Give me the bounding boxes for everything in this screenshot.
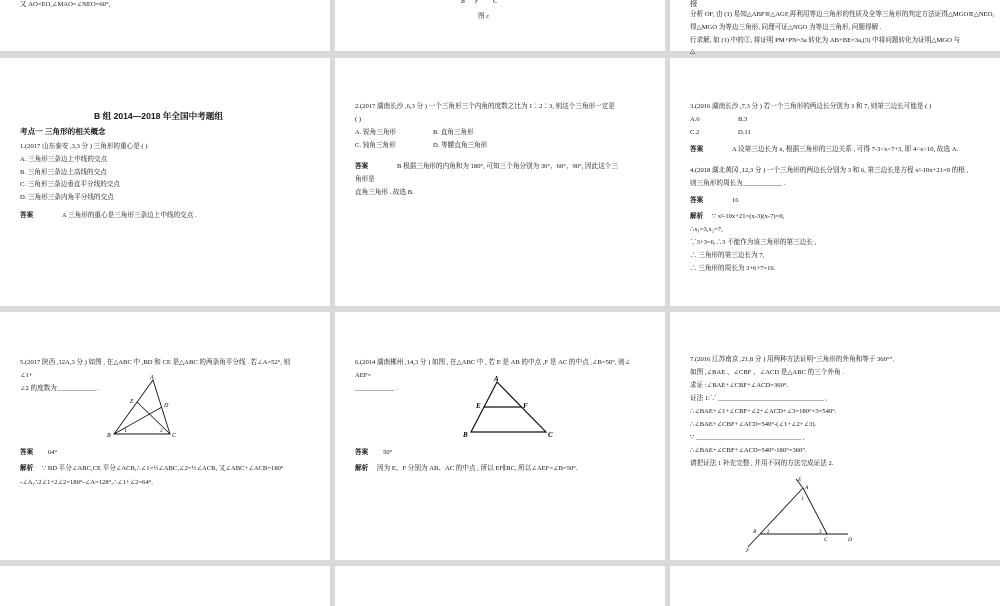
text-line: ∵ ________________________________ , xyxy=(690,434,805,441)
answer-text: 50° xyxy=(383,449,393,456)
label-c: C xyxy=(548,431,553,439)
option-b: B. 三角形三条边上高线的交点 xyxy=(20,169,107,176)
answer-text: A 设第三边长为 x, 根据三角形的三边关系 , 可得 7-3<x<7+3, 即 4<x<10, 故选 A. xyxy=(732,146,959,153)
text-line: 又 AO=EO,∠MAO=∠NEO=60°, xyxy=(20,1,111,8)
segment-ab xyxy=(760,488,803,534)
answer-text: B 根据三角形的内角和为 180°, 可知三个角分别为 30°、60°、90°, 因此这个三 xyxy=(397,163,618,170)
label-e: E xyxy=(476,402,481,410)
answer-text: A 三角形的重心是三角形三条边上中线的交点 . xyxy=(62,212,197,219)
slide-q2 xyxy=(335,58,665,306)
explanation-line: ∴x₁=3,x₂=7, xyxy=(690,226,723,233)
question-1: 1.(2017 山东泰安 ,3,3 分 ) 三角形的重心是 ( ) xyxy=(20,143,148,150)
label-f: F xyxy=(746,548,750,554)
answer-text: 16 xyxy=(732,197,739,204)
answer-label: 答案 xyxy=(690,146,704,153)
option-c: C. 三角形三条边垂直平分线的交点 xyxy=(20,181,121,188)
label-a: A xyxy=(494,375,499,383)
answer-label: 答案 xyxy=(355,163,369,170)
explanation-line: 因为 E、F 分别为 AB、AC 的中点 , 所以 EF∥BC, 所以∠AEF=∠B=50°. xyxy=(377,465,578,472)
label-b: B xyxy=(107,433,111,439)
explanation-label: 解析 xyxy=(355,465,369,472)
question-6-cont: AEF= xyxy=(355,372,372,379)
answer-text-cont2: 直角三角形 . 故选 B. xyxy=(355,189,414,196)
question-2: 2.(2017 湖南长沙 ,6,3 分 ) 一个三角形三个内角的度数之比为 1∶2∶3, 则这个三角形一定是 xyxy=(355,103,615,110)
option-a: A. 三角形三条边上中线的交点 xyxy=(20,156,108,163)
analysis-line: 分析 OF, 由 (1) 易知△ABF≌△AGF,再利用等边三角形的性质及全等三角形的判定方法证得△MGO≌△NEO, xyxy=(690,11,995,18)
label-d: D xyxy=(848,537,852,543)
option-b: B.3 xyxy=(738,116,748,123)
explanation-line: ∵ x²-10x+21=(x-3)(x-7)=0, xyxy=(712,213,785,220)
label-c: C xyxy=(824,537,828,543)
label-angle-1: 1 xyxy=(801,497,804,502)
option-d: D. 三角形三条内角平分线的交点 xyxy=(20,194,114,201)
option-c: C.2 xyxy=(690,129,700,136)
label-c: C xyxy=(493,0,498,5)
figure-caption: 图 c xyxy=(478,13,490,20)
text-line: 得△MGO 为等边三角形, 同理可证△NGO 为等边三角形, 问题得解 . xyxy=(690,24,882,31)
label-e: E xyxy=(798,477,802,483)
explanation-line: ∵3+3=6,∴3 不能作为该三角形的第三边长 , xyxy=(690,239,817,246)
question-6-cont2: ____________ . xyxy=(355,385,398,392)
text-line: 接 xyxy=(690,0,698,8)
answer-label: 答案 xyxy=(20,449,34,456)
answer-label: 答案 xyxy=(355,449,369,456)
explanation-line: ∴ 三角形的周长为 3+6+7=16. xyxy=(690,265,776,272)
segment-bd xyxy=(114,407,162,434)
answer-label: 答案 xyxy=(20,212,34,219)
text-line: 请把证法 1 补充完整 , 并用不同的方法完成证法 2. xyxy=(690,460,834,467)
section-title: 考点一 三角形的相关概念 xyxy=(20,127,106,136)
option-d: D.11 xyxy=(738,129,751,136)
answer-label: 答案 xyxy=(690,197,704,204)
question-7: 7.(2016 江苏南京 ,21,8 分 ) 用两种方法证明“三角形的外角和等于 360°”. xyxy=(690,356,895,363)
text-line: ∴∠BAE+∠CBF+∠ACD=540°-(∠1+∠2+∠3). xyxy=(690,421,817,428)
answer-text-cont: 角形是 xyxy=(355,176,375,183)
triangle-midline-figure xyxy=(459,376,559,440)
question-4: 4.(2018 湖北黄冈 ,12,3 分 ) 一个三角形的两边长分别为 3 和 6, 第三边长是方程 x²-10x+21=0 的根 , xyxy=(690,167,969,174)
slide-bottom-mid xyxy=(335,566,665,606)
label-b: B xyxy=(753,529,757,535)
label-f: F xyxy=(523,402,528,410)
slide-bottom-left xyxy=(0,566,330,606)
group-title: B 组 2014—2018 年全国中考题组 xyxy=(94,111,223,121)
ray-bf xyxy=(748,534,760,547)
label-f: F xyxy=(475,0,479,5)
text-line: ∴∠BAE+∠1+∠CBF+∠2+∠ACD+∠3=180°×3=540°. xyxy=(690,408,837,415)
explanation-line: ∴ 三角形的第三边长为 7, xyxy=(690,252,765,259)
slide-top-mid xyxy=(335,0,665,51)
text-line: 证法 1:∵ ________________________________ , xyxy=(690,395,828,402)
slide-q5 xyxy=(0,312,330,560)
explanation-label: 解析 xyxy=(690,213,704,220)
slide-q3-q4 xyxy=(670,58,1000,306)
label-b: B xyxy=(461,0,465,5)
slide-q7 xyxy=(670,312,1000,560)
option-d: D. 等腰直角三角形 xyxy=(433,142,488,149)
slide-b-group xyxy=(0,58,330,306)
question-5-cont: ∠1+ xyxy=(20,372,33,379)
slide-bottom-right xyxy=(670,566,1000,606)
option-c: C. 钝角三角形 xyxy=(355,142,396,149)
text-line: 求证 :∠BAE+∠CBF+∠ACD=360°. xyxy=(690,382,789,389)
answer-paren: ( ) xyxy=(355,116,362,123)
question-5-cont2: ∠2 的度数为____________ . xyxy=(20,385,100,392)
text-line: ∴∠BAE+∠CBF+∠ACD=540°-180°=360°. xyxy=(690,447,807,454)
option-a: A.6 xyxy=(690,116,700,123)
label-a: A xyxy=(150,375,154,381)
label-e: E xyxy=(130,399,134,405)
label-b: B xyxy=(463,431,468,439)
triangle-abc-bisectors-figure xyxy=(104,374,184,440)
text-line: △ xyxy=(690,48,696,55)
label-angle-1: 1 xyxy=(124,428,127,434)
slide-q6 xyxy=(335,312,665,560)
explanation-line: ∵ BD 平分∠ABC,CE 平分∠ACB,∴∠1=½∠ABC,∠2=½∠ACB, 又∠ABC+∠ACB=180° xyxy=(42,465,284,472)
label-d: D xyxy=(164,403,169,409)
slide-top-right xyxy=(670,0,1000,55)
segment-ac xyxy=(803,488,827,534)
exterior-angles-figure xyxy=(744,476,864,552)
label-angle-3: 3 xyxy=(819,530,822,535)
question-6: 6.(2014 湖南郴州 ,14,3 分 ) 如图 , 在△ABC 中 , 若 E 是 AB 的中点 ,F 是 AC 的中点 ,∠B=50°, 则∠ xyxy=(355,359,631,366)
figure-c-fragment xyxy=(455,0,515,6)
text-line: 行求解, 如 (1) 中的②, 将证明 PM+PN=3a 转化为 AB+BE=3a,(3) 中将问题转化为证明△MGO 与 xyxy=(690,37,961,44)
label-angle-2: 2 xyxy=(767,530,770,535)
explanation-label: 解析 xyxy=(20,465,34,472)
label-angle-2: 2 xyxy=(160,428,163,434)
text-line: 如图 ,∠BAE 、∠CBF 、∠ACD 是△ABC 的三个外角 . xyxy=(690,369,844,376)
answer-text: 64° xyxy=(48,449,58,456)
explanation-line: -∠A,∴2∠1+2∠2=180°-∠A=128°,∴∠1+∠2=64°. xyxy=(20,479,154,486)
question-3: 3.(2016 湖南长沙 ,7,3 分 ) 若一个三角形的两边长分别为 3 和 7, 则第三边长可能是 ( ) xyxy=(690,103,932,110)
slide-top-left xyxy=(0,0,330,51)
question-4-cont: 则三角形的周长为____________ . xyxy=(690,180,786,187)
option-a: A. 锐角三角形 xyxy=(355,129,397,136)
label-c: C xyxy=(172,433,177,439)
label-a: A xyxy=(805,485,809,491)
option-b: B. 直角三角形 xyxy=(433,129,474,136)
question-5: 5.(2017 陕西 ,12A,3 分 ) 如图 , 在△ABC 中 ,BD 和 CE 是△ABC 的两条角平分线 . 若∠A=52°, 则 xyxy=(20,359,291,366)
